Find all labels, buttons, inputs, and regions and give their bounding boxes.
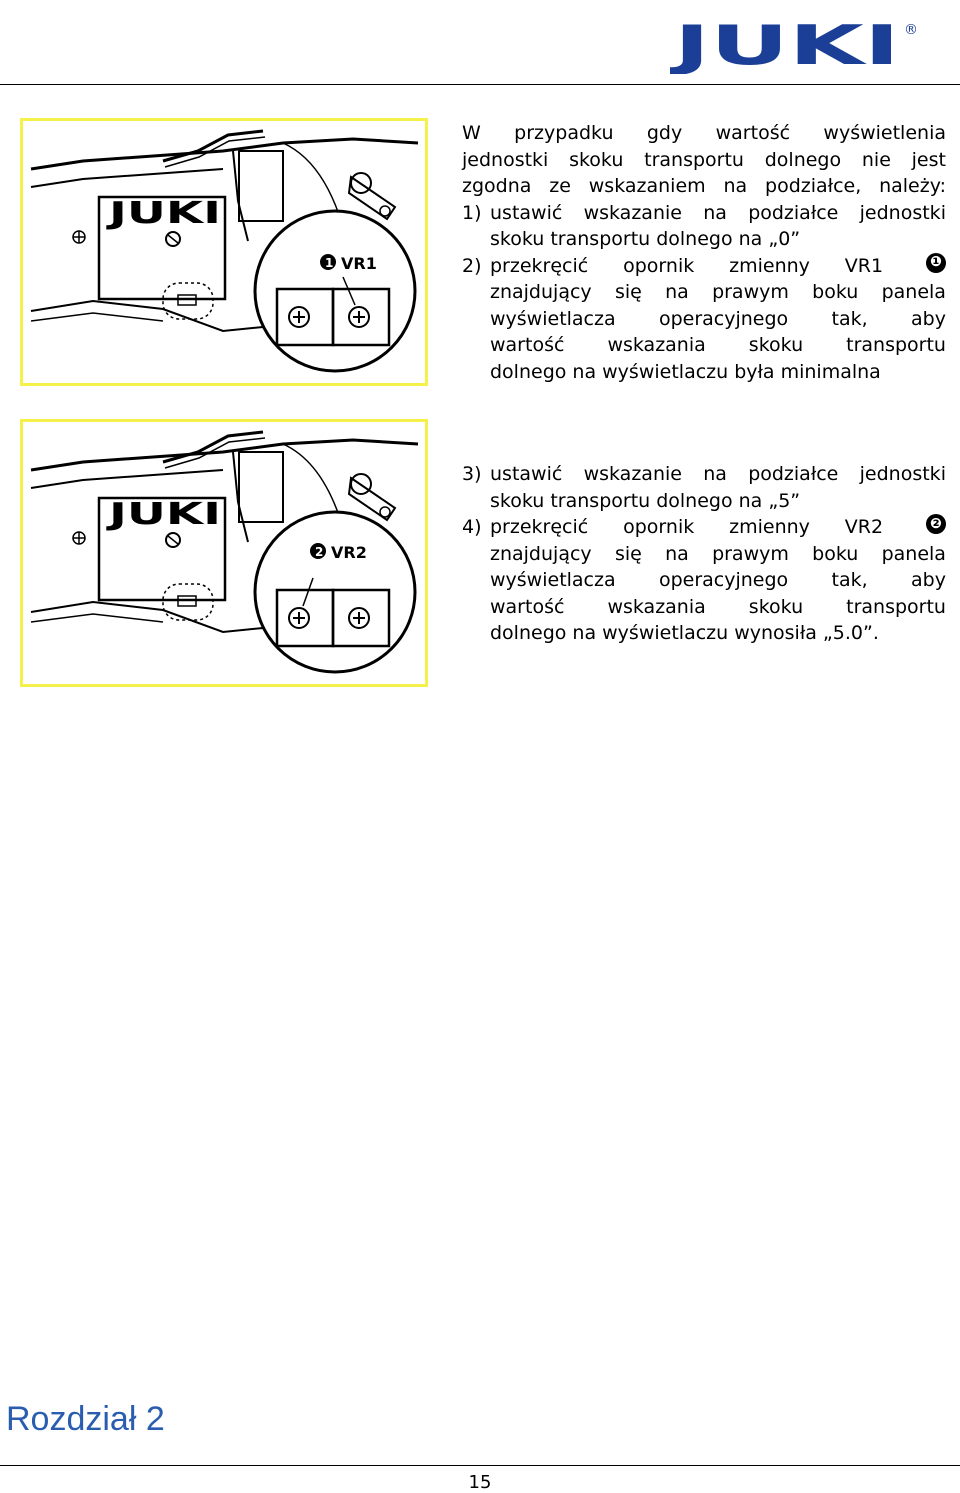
chapter-title: Rozdział 2	[6, 1400, 165, 1438]
logo-registered-mark: ®	[904, 22, 918, 38]
step-number: 1)	[462, 201, 482, 224]
step-marker: ❷	[926, 514, 946, 534]
callout-digit: 1	[325, 256, 334, 270]
step-number: 4)	[462, 516, 482, 538]
figure-vr2	[20, 419, 428, 687]
step-4-line: dolnego na wyświetlaczu wynosiła „5.0”.	[490, 622, 879, 644]
step-number: 2)	[462, 254, 482, 277]
figure-vr1	[20, 118, 428, 386]
step-1-line: skoku transportu dolnego na „0”	[490, 228, 801, 250]
juki-logo	[670, 14, 920, 74]
paragraph-line: jednostki skoku transportu dolnego nie jest	[462, 148, 946, 171]
step-number: 3)	[462, 463, 482, 485]
page-number: 15	[468, 1472, 492, 1493]
step-2-line: wyświetlacza operacyjnego tak, aby	[490, 307, 946, 330]
footer-rule	[0, 1465, 960, 1466]
callout-label: VR2	[331, 543, 367, 562]
section-1-text	[462, 120, 946, 385]
step-4: 4) przekręcić opornik zmienny VR2 ❷	[462, 514, 946, 541]
step-2-line: wartość wskazania skoku transportu	[490, 334, 946, 356]
step-3-line: skoku transportu dolnego na „5”	[490, 489, 801, 512]
paragraph-line: W przypadku gdy wartość wyświetlenia	[462, 122, 946, 144]
step-2-line: znajdujący się na prawym boku panela	[490, 281, 946, 303]
step-1: 1) ustawić wskazanie na podziałce jednostki	[462, 200, 946, 227]
panel-brand-label: JUKI	[105, 497, 221, 532]
step-4-line: wyświetlacza operacyjnego tak, aby	[490, 569, 946, 591]
panel-brand-label: JUKI	[105, 196, 221, 231]
step-2: 2) przekręcić opornik zmienny VR1 ❶	[462, 253, 946, 280]
step-marker: ❶	[926, 253, 946, 273]
step-4-line: wartość wskazania skoku transportu	[490, 595, 946, 618]
logo-text: JUKI	[670, 14, 900, 74]
step-4-line: znajdujący się na prawym boku panela	[490, 542, 946, 565]
step-2-line: dolnego na wyświetlaczu była minimalna	[490, 360, 881, 383]
callout-label: VR1	[341, 254, 377, 273]
section-2-text	[462, 461, 946, 647]
paragraph-line: zgodna ze wskazaniem na podziałce, należy:	[462, 175, 946, 197]
header-rule	[0, 84, 960, 85]
step-3: 3) ustawić wskazanie na podziałce jednostki	[462, 461, 946, 488]
callout-digit: 2	[315, 545, 324, 559]
